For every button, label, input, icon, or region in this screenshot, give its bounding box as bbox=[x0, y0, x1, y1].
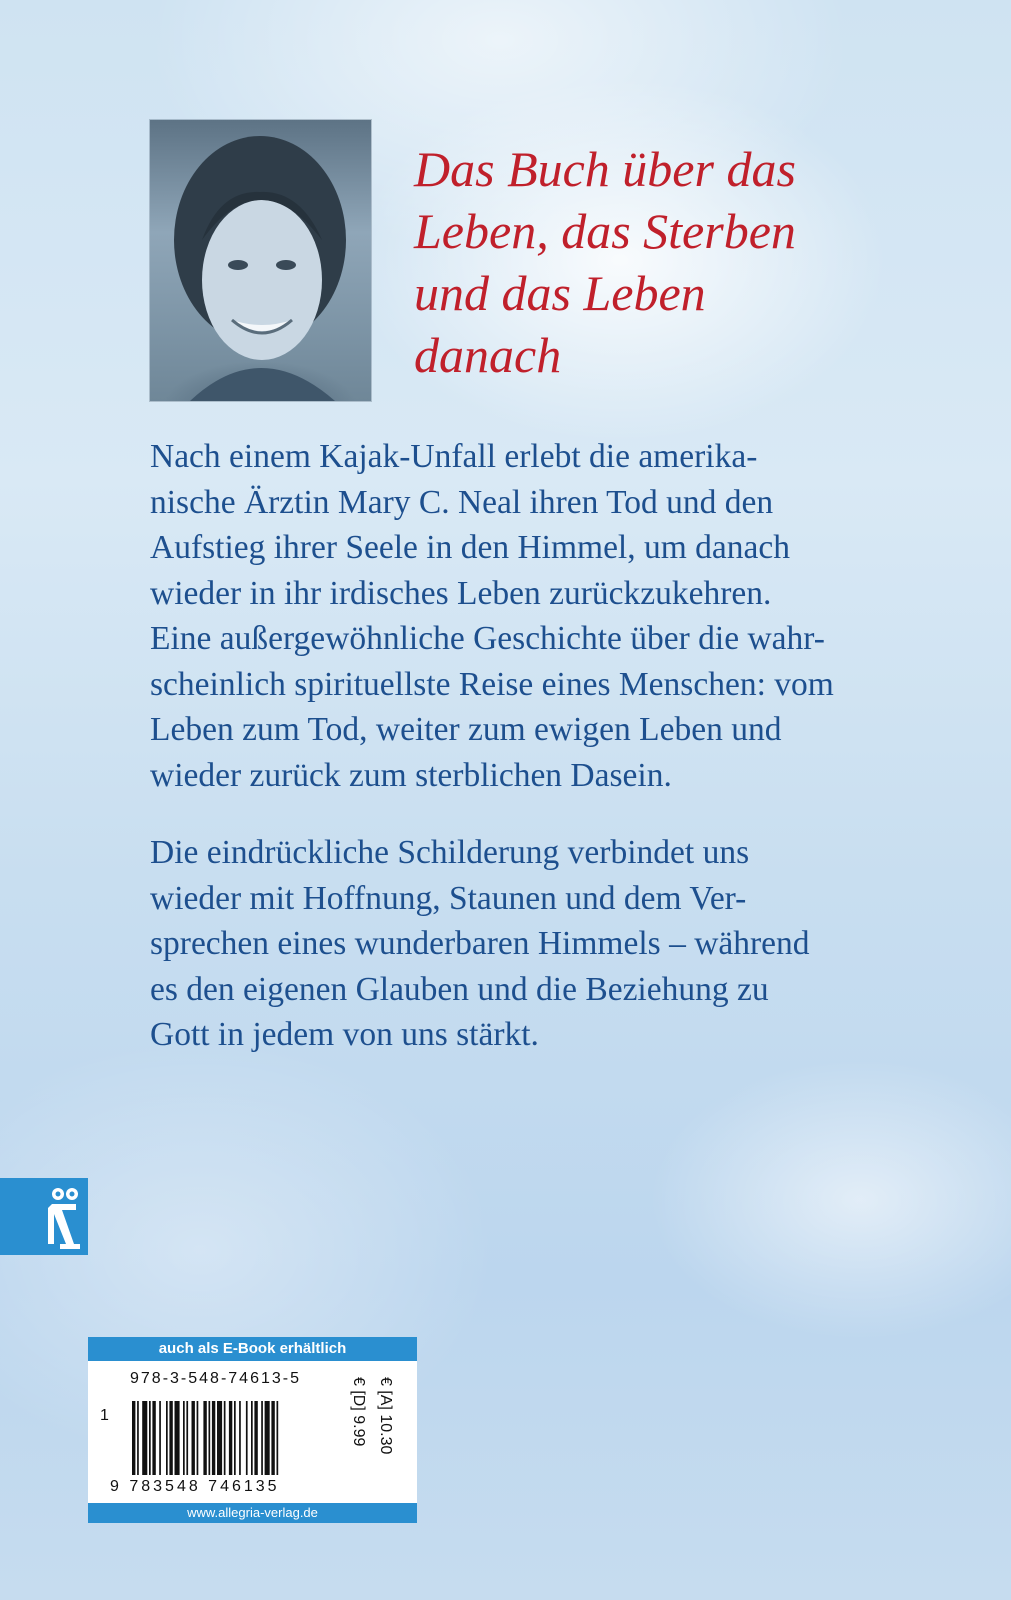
blurb-paragraph-2 bbox=[150, 830, 910, 1058]
blurb-line: Nach einem Kajak-Unfall erlebt die amerika- bbox=[150, 438, 758, 475]
price-austria: € [A] 10.30 bbox=[377, 1377, 394, 1455]
isbn-number: 978-3-548-74613-5 bbox=[130, 1370, 301, 1387]
barcode-bar bbox=[251, 1401, 253, 1475]
blurb-line: sprechen eines wunderbaren Himmels – während bbox=[150, 925, 810, 962]
barcode-bar bbox=[265, 1401, 270, 1475]
publisher-logo bbox=[0, 1178, 88, 1255]
tagline-line: und das Leben bbox=[414, 265, 706, 321]
owl-logo-icon bbox=[0, 1178, 88, 1255]
author-photo bbox=[150, 120, 371, 401]
barcode-bar bbox=[192, 1401, 195, 1475]
barcode-bar bbox=[152, 1401, 155, 1475]
barcode-bar bbox=[239, 1401, 241, 1475]
blurb-paragraph-1 bbox=[150, 434, 910, 798]
tagline-line: danach bbox=[414, 327, 562, 383]
barcode-bar bbox=[175, 1401, 180, 1475]
blurb-line: wieder in ihr irdisches Leben zurückzukehren. bbox=[150, 574, 772, 612]
barcode-lead-digit: 1 bbox=[100, 1407, 109, 1424]
blurb-line: Leben zum Tod, weiter zum ewigen Leben und bbox=[150, 711, 782, 748]
barcode-bar bbox=[159, 1401, 161, 1475]
blurb-line: Gott in jedem von uns stärkt. bbox=[150, 1016, 539, 1053]
blurb-line: Eine außergewöhnliche Geschichte über die wahr- bbox=[150, 620, 825, 657]
barcode-bar bbox=[234, 1401, 236, 1475]
barcode-bars bbox=[132, 1401, 332, 1477]
barcode-bar bbox=[137, 1401, 139, 1475]
blurb-line: Die eindrückliche Schilderung verbindet uns bbox=[150, 834, 750, 871]
barcode-bar bbox=[132, 1401, 135, 1475]
tagline-line: Leben, das Sterben bbox=[414, 203, 796, 259]
barcode-bar bbox=[169, 1401, 172, 1475]
barcode-bar bbox=[261, 1401, 263, 1475]
barcode-box bbox=[88, 1337, 417, 1523]
price-germany: € [D] 9.99 bbox=[350, 1377, 367, 1447]
barcode-bar bbox=[271, 1401, 274, 1475]
barcode-bar bbox=[142, 1401, 147, 1475]
barcode-bar bbox=[166, 1401, 168, 1475]
ean-digits: 9 783548 746135 bbox=[110, 1478, 280, 1495]
author-portrait-image bbox=[150, 120, 371, 401]
barcode-bar bbox=[254, 1401, 257, 1475]
barcode-bar bbox=[183, 1401, 185, 1475]
barcode-bar bbox=[203, 1401, 206, 1475]
blurb-line: es den eigenen Glauben und die Beziehung zu bbox=[150, 970, 769, 1008]
publisher-website[interactable]: www.allegria-verlag.de bbox=[88, 1503, 417, 1523]
barcode-bar bbox=[197, 1401, 199, 1475]
blurb-line: scheinlich spirituellste Reise eines Menschen: vom bbox=[150, 665, 834, 703]
blurb-line: Aufstieg ihrer Seele in den Himmel, um danach bbox=[150, 529, 791, 566]
barcode-bar bbox=[186, 1401, 188, 1475]
barcode-bar bbox=[217, 1401, 222, 1475]
blurb-line: wieder zurück zum sterblichen Dasein. bbox=[150, 756, 672, 794]
barcode-bar bbox=[209, 1401, 211, 1475]
barcode-bar bbox=[229, 1401, 232, 1475]
blurb-line: wieder mit Hoffnung, Staunen und dem Ver- bbox=[150, 879, 747, 917]
barcode-bar bbox=[277, 1401, 279, 1475]
barcode-bar bbox=[246, 1401, 248, 1475]
barcode-bar bbox=[149, 1401, 151, 1475]
tagline-line: Das Buch über das bbox=[414, 141, 796, 197]
ebook-note: auch als E-Book erhältlich bbox=[88, 1337, 417, 1361]
barcode-bar bbox=[212, 1401, 215, 1475]
barcode-bar bbox=[224, 1401, 226, 1475]
tagline bbox=[414, 138, 884, 386]
blurb-line: nische Ärztin Mary C. Neal ihren Tod und den bbox=[150, 483, 774, 521]
